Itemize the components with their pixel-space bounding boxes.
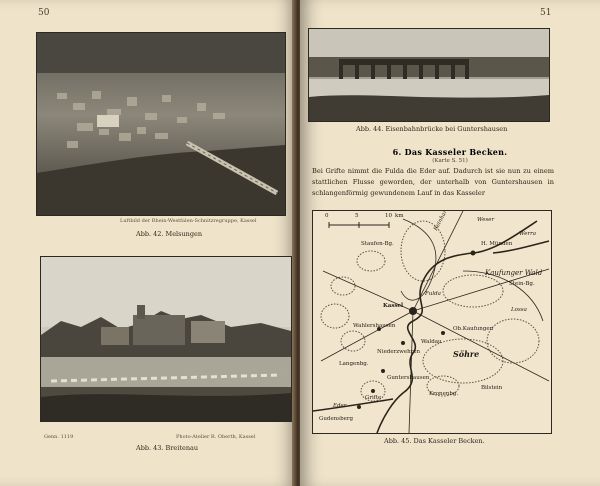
map-label-steinbg: Stein-Bg. [509,281,535,287]
map-caption: Abb. 45. Das Kasseler Becken. [384,437,485,445]
map-label-wahlershausen: Wahlershausen [353,323,396,329]
section-subheading: (Karte S. 51) [432,158,468,164]
map-label-waldau: Waldau [421,339,442,345]
map-label-staufen: Staufen-Bg. [361,241,394,247]
photo1-caption: Abb. 42. Melsungen [136,230,203,238]
map-label-grifte: Grifte [365,395,382,401]
photo-melsungen [36,32,286,216]
map-kasseler-becken [312,210,552,434]
photo1-credit: Luftbild der Rhein-Westfalen-Schnitzregruppe, Kassel [120,218,257,224]
photo2-credit-left: Genn. 1119 [44,434,74,440]
photo2-caption: Abb. 43. Breitenau [136,444,199,452]
map-scale-end: 10 [385,213,392,219]
map-label-fulda: Fulda [425,291,441,297]
page-number-left: 50 [38,8,50,18]
photo2-credit-right: Photo-Atelier R. Oberth, Kassel [176,434,256,440]
map-label-niederzwehren: Niederzwehren [377,349,421,355]
map-label-lossa: Lossa [511,307,527,313]
section-body: Bei Grifte nimmt die Fulda die Eder auf. Dadurch ist sie nun zu einem stattlichen Flusse geworden, der unterhalb von Guntershausen in schlangenförmig gewundenem Lauf in das Kasseler [312,167,554,197]
map-label-bilstein: Bilstein [481,385,503,391]
map-scale-start: 0 [325,213,329,219]
map-label-kassel: Kassel [383,303,404,309]
map-scale-unit: km [395,213,404,219]
left-page [0,0,296,486]
map-label-werra: Werra [519,231,536,237]
map-label-langenberg: Langenbg. [339,361,369,367]
section-heading: 6. Das Kasseler Becken. [392,147,508,157]
photo-caption-right: Abb. 44. Eisenbahnbrücke bei Guntershausen [356,125,508,133]
page-number-right: 51 [540,8,552,18]
map-label-guntershausen: Guntershausen [387,375,430,381]
map-label-eder: Eder [333,403,347,409]
map-label-weser: Weser [477,217,495,223]
map-label-kaufunger-wald: Kaufunger Wald [485,269,543,277]
map-label-ob-kaufungen: Ob.Kaufungen [453,326,494,332]
photo-railway-bridge [308,28,550,122]
photo-breitenau [40,256,292,422]
map-scale-mid: 5 [355,213,359,219]
map-label-kronenberg: Kronenbg. [429,391,459,397]
map-label-sohre: Söhre [453,349,480,359]
map-label-gudensberg: Gudensberg [319,416,354,422]
map-label-hann-munden: H. Münden [481,241,513,247]
